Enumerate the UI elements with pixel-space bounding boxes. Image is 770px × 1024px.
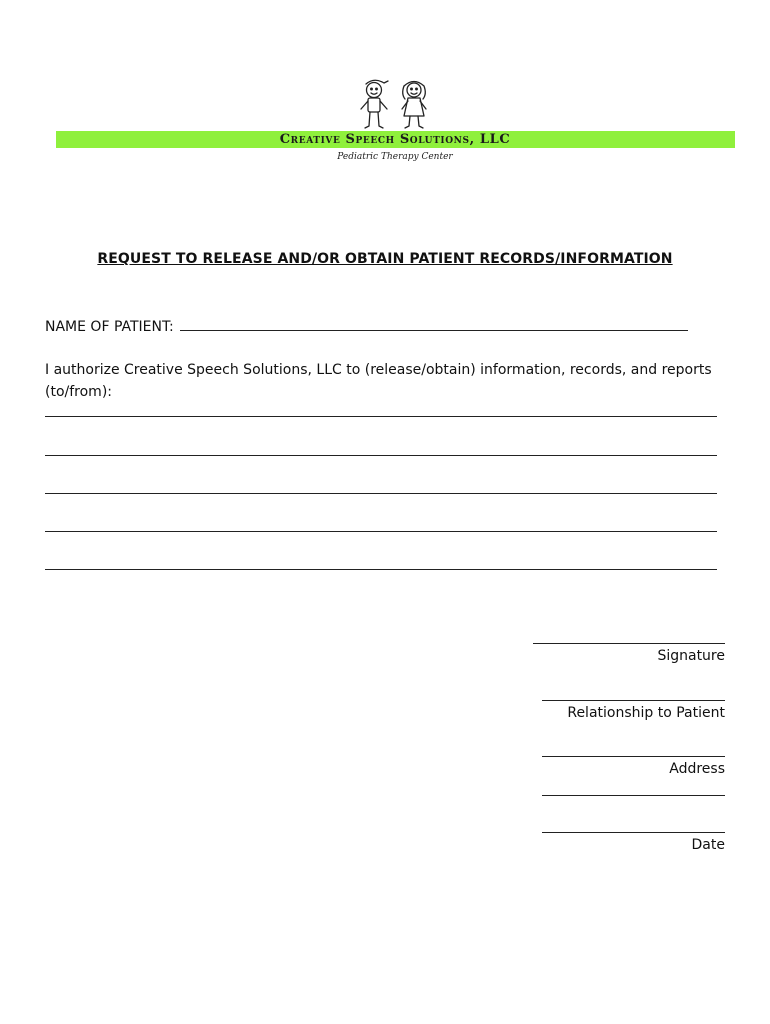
recipient-line-3[interactable] [45, 493, 717, 494]
recipient-line-1[interactable] [45, 416, 717, 417]
company-name: Creative Speech Solutions, LLC [279, 132, 511, 147]
relationship-label: Relationship to Patient [567, 705, 725, 721]
signature-field[interactable] [533, 643, 725, 644]
authorization-statement: I authorize Creative Speech Solutions, LLC to (release/obtain) information, records, and reports (to/from): [45, 362, 712, 400]
form-title: REQUEST TO RELEASE AND/OR OBTAIN PATIENT RECORDS/INFORMATION [97, 251, 673, 267]
recipient-line-2[interactable] [45, 455, 717, 456]
address-field[interactable] [542, 756, 725, 757]
signature-label: Signature [657, 648, 725, 664]
date-field[interactable] [542, 832, 725, 833]
address-field-2[interactable] [542, 795, 725, 796]
patient-name-label: NAME OF PATIENT: [45, 319, 174, 335]
recipient-line-5[interactable] [45, 569, 717, 570]
recipient-line-4[interactable] [45, 531, 717, 532]
date-label: Date [691, 837, 725, 853]
company-tagline: Pediatric Therapy Center [337, 152, 453, 162]
patient-name-field[interactable] [180, 316, 688, 331]
relationship-field[interactable] [542, 700, 725, 701]
kids-logo-icon [352, 76, 436, 136]
patient-name-row [45, 316, 688, 335]
address-label: Address [669, 761, 725, 777]
